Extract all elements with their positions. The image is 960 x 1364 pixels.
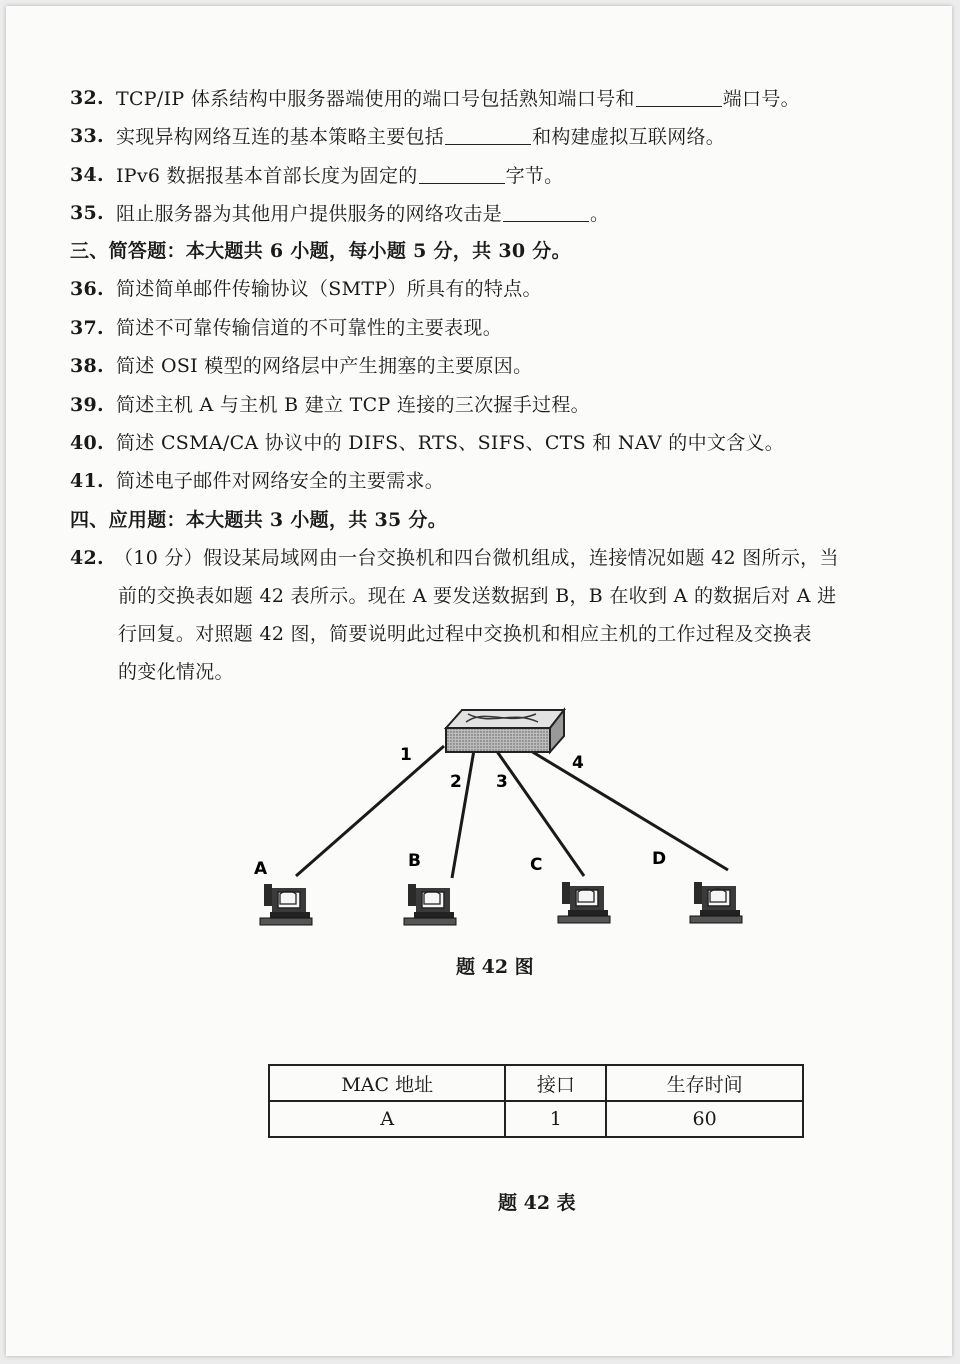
computer-d-icon: [690, 882, 742, 923]
question-number: 40.: [70, 432, 104, 454]
computer-c-icon: [558, 882, 610, 923]
answer-blank: [445, 124, 531, 145]
question-text: 简述 CSMA/CA 协议中的 DIFS、RTS、SIFS、CTS 和 NAV 的中文含义。: [116, 432, 785, 454]
computer-b-icon: [404, 884, 456, 925]
table-cell-ttl: 60: [606, 1101, 803, 1137]
switch-table: [268, 1064, 804, 1138]
question-text-end: 字节。: [505, 165, 564, 187]
question-text: 阻止服务器为其他用户提供服务的网络攻击是: [116, 203, 503, 225]
question-number: 37.: [70, 317, 104, 339]
question-number: 41.: [70, 470, 104, 492]
table-header-ttl: 生存时间: [606, 1065, 803, 1101]
question-number: 35.: [70, 202, 104, 224]
exam-page: 32. TCP/IP 体系结构中服务器端使用的端口号包括熟知端口号和 端口号。 33. 实现异构网络互连的基本策略主要包括 和构建虚拟互联网络。 34. IPv6 数据报基本首部长度为固定的 字节。 35. 阻止服务器为其他用户提供服务的网络攻击是 。 三、简答题：本大题共 6 小题，每小题 5 分，共 30 分。 36. 简述简单邮件传输协议（SMTP）所具有的特点。 37. 简述不可靠传输信道的不可靠性的主要表现。 38. 简述 OSI 模型的网络层中产生拥塞的主要原因。 39. 简述主机 A 与主机 B 建立 TCP 连接的三次握手过程。 40. 简述 CSMA/CA 协议中的 DIFS、RTS、SIFS、CTS 和 NAV 的中文含义。 41. 简述电子邮件对网络安全的主要需求。 四、应用题：本大题共 3 小题，共 35 分。 42. （10 分）假设某局域网由一台交换机和四台微机组成，连接情况如题 42 图所示，当 前的交换表如题 42 表所示。现在 A 要发送数据到 B，B 在收到 A 的数据后对 A 进 行回复。对照题 42 图，简要说明此过程中交换机和相应主机的工作过程及交换表 的变化情况。 1 2 3 4 A B C D 题 42 图 MAC 地址 接口 生存时间 A 1 60 题 42 表: [6, 6, 952, 1356]
question-text: 简述不可靠传输信道的不可靠性的主要表现。: [116, 317, 503, 339]
question-text-end: 。: [590, 203, 610, 225]
question-text-end: 端口号。: [722, 88, 800, 110]
question-text: 简述 OSI 模型的网络层中产生拥塞的主要原因。: [116, 355, 533, 377]
question-number: 33.: [70, 125, 104, 147]
answer-blank: [419, 163, 505, 184]
host-label-c: C: [530, 855, 543, 875]
figure-caption: 题 42 图: [456, 956, 534, 978]
question-42-line-4: 的变化情况。: [118, 661, 234, 683]
host-label-d: D: [652, 849, 667, 869]
host-label-b: B: [408, 851, 421, 871]
cable-port-1: [296, 746, 444, 876]
question-number: 32.: [70, 87, 104, 109]
question-number: 39.: [70, 394, 104, 416]
answer-blank: [636, 86, 722, 107]
question-text: IPv6 数据报基本首部长度为固定的: [116, 165, 418, 187]
question-text: 简述简单邮件传输协议（SMTP）所具有的特点。: [116, 278, 542, 300]
question-number: 42.: [70, 547, 104, 569]
network-diagram: [6, 698, 952, 958]
question-text: 简述电子邮件对网络安全的主要需求。: [116, 470, 445, 492]
switch-icon: [446, 710, 564, 752]
table-cell-port: 1: [505, 1101, 606, 1137]
table-cell-mac: A: [269, 1101, 505, 1137]
question-text: 实现异构网络互连的基本策略主要包括: [116, 126, 445, 148]
table-header-port: 接口: [505, 1065, 606, 1101]
question-42-line-1: （10 分）假设某局域网由一台交换机和四台微机组成，连接情况如题 42 图所示，当: [114, 547, 839, 569]
question-number: 38.: [70, 355, 104, 377]
question-number: 34.: [70, 164, 104, 186]
question-42-line-3: 行回复。对照题 42 图，简要说明此过程中交换机和相应主机的工作过程及交换表: [118, 623, 812, 645]
table-row: [269, 1101, 803, 1137]
port-label-1: 1: [400, 745, 412, 765]
host-label-a: A: [254, 859, 268, 879]
port-label-2: 2: [450, 772, 462, 792]
port-label-4: 4: [572, 753, 584, 773]
question-text: 简述主机 A 与主机 B 建立 TCP 连接的三次握手过程。: [116, 394, 590, 416]
computer-a-icon: [260, 884, 312, 925]
question-number: 36.: [70, 278, 104, 300]
table-caption: 题 42 表: [498, 1192, 576, 1214]
question-text: TCP/IP 体系结构中服务器端使用的端口号包括熟知端口号和: [116, 88, 635, 110]
cable-port-4: [526, 748, 728, 870]
table-header-row: [269, 1065, 803, 1101]
question-text-end: 和构建虚拟互联网络。: [532, 126, 726, 148]
answer-blank: [503, 201, 589, 222]
table-header-mac: MAC 地址: [269, 1065, 505, 1101]
port-label-3: 3: [496, 772, 508, 792]
cable-port-2: [452, 750, 474, 878]
question-42-line-2: 前的交换表如题 42 表所示。现在 A 要发送数据到 B，B 在收到 A 的数据后对 A 进: [118, 585, 837, 607]
